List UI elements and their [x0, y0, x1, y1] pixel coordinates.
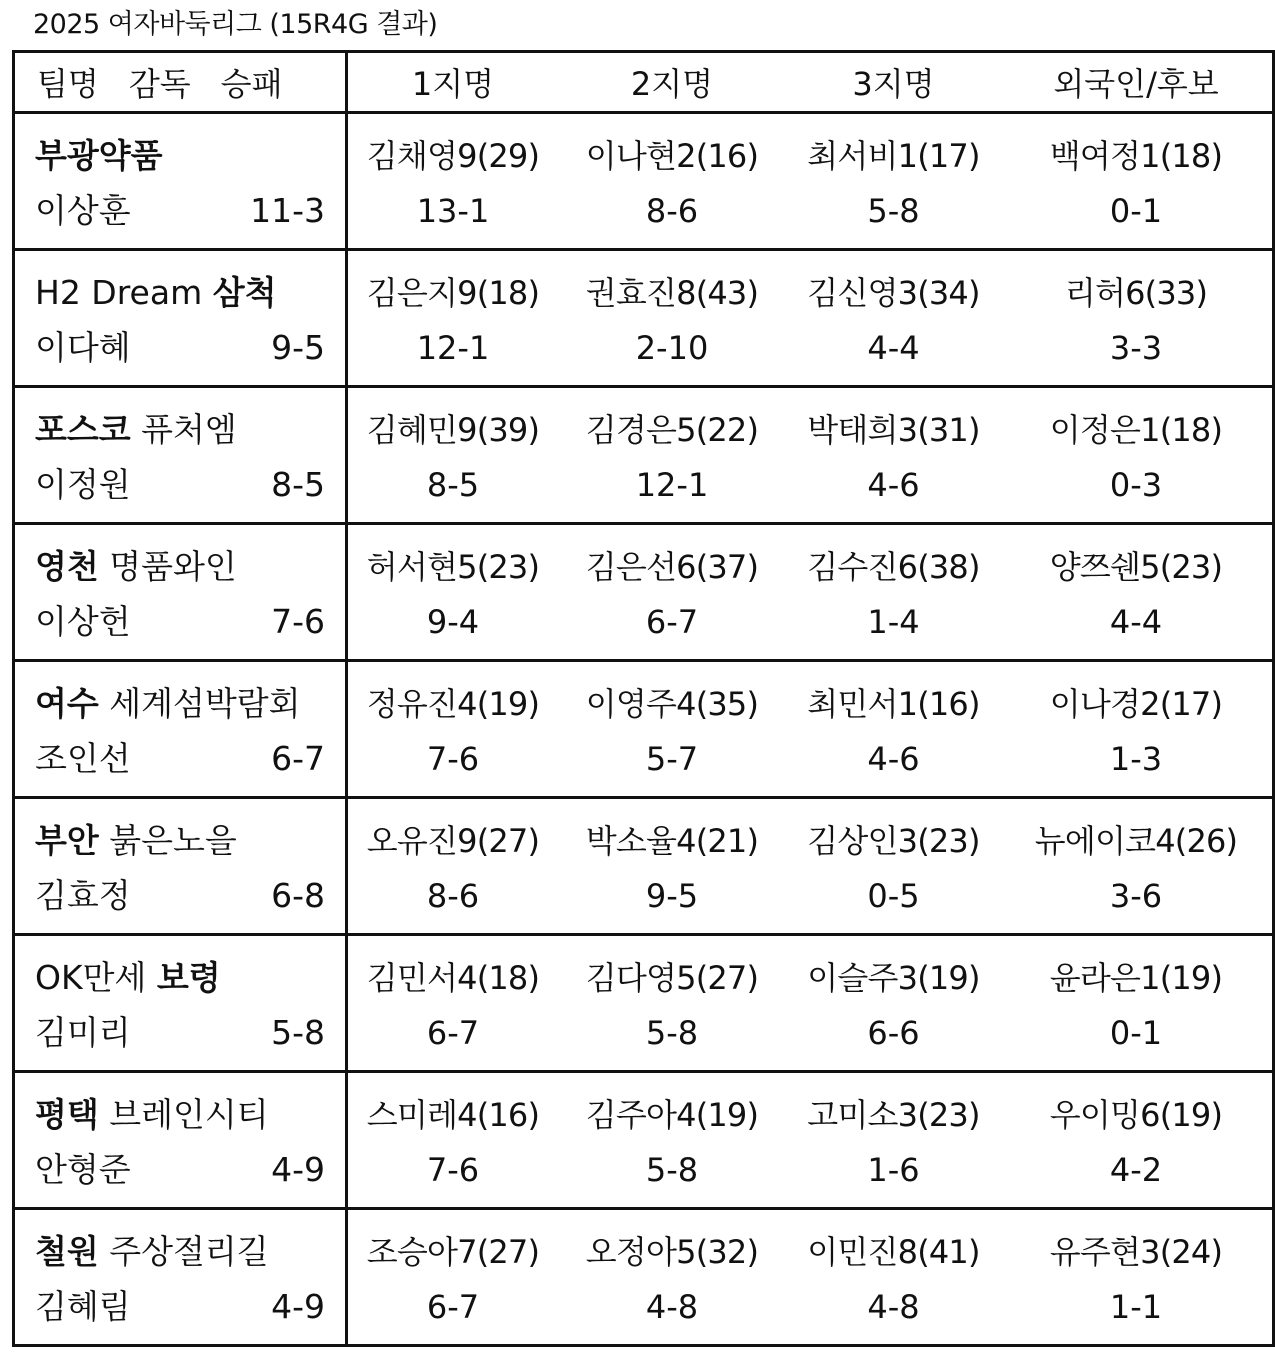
player-name: 이나경2(17): [1049, 685, 1223, 723]
player-name: 김채영9(29): [366, 137, 540, 175]
player-name: 최서비1(17): [807, 137, 980, 175]
team-record: 6-7: [271, 739, 325, 778]
team-rows: [14, 113, 1274, 1346]
players-cell: [347, 387, 1274, 524]
player-slot: [786, 388, 1001, 518]
player-name: 김경은5(22): [585, 411, 759, 449]
player-slot: [786, 1210, 1001, 1340]
team-name: [35, 388, 325, 458]
player-record: 13-1: [416, 192, 490, 230]
team-record: 7-6: [271, 602, 325, 641]
player-name: 김다영5(27): [585, 959, 759, 997]
player-record: 3-6: [1109, 877, 1163, 915]
player-record: 12-1: [416, 329, 490, 367]
player-name: 이정은1(18): [1049, 411, 1223, 449]
player-record: 2-10: [635, 329, 709, 367]
page-title: 2025 여자바둑리그 (15R4G 결과): [33, 9, 438, 40]
player-name: 스미레4(16): [366, 1096, 540, 1134]
player-name: 윤라은1(19): [1049, 959, 1223, 997]
team-record: 4-9: [271, 1287, 325, 1326]
team-record: 5-8: [271, 1013, 325, 1052]
player-slot: [1001, 251, 1271, 381]
team-name: [35, 114, 325, 184]
player-slot: [786, 525, 1001, 655]
player-slot: [786, 114, 1001, 244]
player-name: 정유진4(19): [366, 685, 540, 723]
player-name: 김신영3(34): [807, 274, 980, 312]
player-slot: [1001, 388, 1271, 518]
player-slot: [1001, 525, 1271, 655]
team-name: [35, 251, 325, 321]
player-record: 0-5: [867, 877, 920, 915]
team-name-bold: 부안: [35, 821, 99, 860]
player-slot: [348, 1210, 558, 1340]
player-name: 조승아7(27): [366, 1233, 540, 1271]
table-row: [14, 661, 1274, 798]
coach-name: 이상헌: [35, 602, 131, 641]
player-slot: [558, 799, 786, 929]
team-name-bold: 포스코: [35, 410, 131, 449]
players-cell: [347, 1072, 1274, 1209]
player-name: 김상인3(23): [807, 822, 980, 860]
player-name: 박태희3(31): [807, 411, 980, 449]
player-record: 7-6: [426, 1151, 480, 1189]
team-name-rest: 주상절리길: [98, 1232, 269, 1271]
team-cell: [14, 387, 347, 524]
player-name: 김은지9(18): [366, 274, 540, 312]
player-record: 9-4: [426, 603, 480, 641]
player-name: 유주현3(24): [1049, 1233, 1223, 1271]
player-record: 6-7: [426, 1288, 480, 1326]
header-foreign-reserve: 외국인/후보: [1053, 65, 1219, 103]
team-cell: [14, 524, 347, 661]
player-record: 4-8: [645, 1288, 699, 1326]
player-name: 오유진9(27): [366, 822, 540, 860]
header-team-coach-record: [14, 52, 347, 113]
table-row: [14, 798, 1274, 935]
player-slot: [786, 799, 1001, 929]
player-slot: [348, 114, 558, 244]
player-slot: [348, 525, 558, 655]
team-name: [35, 1073, 325, 1143]
player-record: 9-5: [645, 877, 699, 915]
coach-name: 안형준: [35, 1150, 131, 1189]
player-name: 이민진8(41): [807, 1233, 980, 1271]
player-record: 6-7: [645, 603, 699, 641]
coach-name: 이상훈: [35, 191, 131, 230]
team-record: 6-8: [271, 876, 325, 915]
player-record: 8-6: [426, 877, 480, 915]
player-name: 고미소3(23): [807, 1096, 980, 1134]
header-team: 팀명: [37, 65, 99, 103]
player-slot: [348, 936, 558, 1066]
player-slot: [786, 936, 1001, 1066]
team-record: 4-9: [271, 1150, 325, 1189]
player-name: 김은선6(37): [585, 548, 759, 586]
team-name: [35, 662, 325, 732]
team-name-bold: 평택: [35, 1095, 99, 1134]
player-name: 백여정1(18): [1049, 137, 1223, 175]
team-cell: [14, 1209, 347, 1346]
team-name: [35, 1210, 325, 1280]
team-name-rest: 브레인시티: [98, 1095, 269, 1134]
player-record: 4-4: [867, 329, 920, 367]
team-name-rest: 세계섬박람회: [98, 684, 301, 723]
table-row: [14, 524, 1274, 661]
players-cell: [347, 113, 1274, 250]
player-slot: [558, 1073, 786, 1203]
players-cell: [347, 661, 1274, 798]
coach-name: 김혜림: [35, 1287, 131, 1326]
team-cell: [14, 250, 347, 387]
player-record: 3-3: [1109, 329, 1163, 367]
player-record: 5-8: [867, 192, 920, 230]
team-record: 9-5: [271, 328, 325, 367]
team-name-rest: OK만세: [35, 958, 157, 997]
player-record: 4-6: [867, 466, 920, 504]
player-record: 1-6: [867, 1151, 920, 1189]
team-name-bold: 철원: [35, 1232, 99, 1271]
player-name: 권효진8(43): [585, 274, 759, 312]
coach-name: 이정원: [35, 465, 131, 504]
player-record: 0-3: [1109, 466, 1163, 504]
player-name: 오정아5(32): [585, 1233, 759, 1271]
player-slot: [348, 799, 558, 929]
player-slot: [1001, 799, 1271, 929]
players-cell: [347, 524, 1274, 661]
player-name: 김수진6(38): [807, 548, 980, 586]
team-name-rest: 명품와인: [98, 547, 237, 586]
team-name-bold: 삼척: [212, 273, 277, 312]
player-record: 4-2: [1109, 1151, 1163, 1189]
player-record: 8-5: [426, 466, 480, 504]
header-pick-3: 3지명: [852, 65, 935, 103]
player-name: 김민서4(18): [366, 959, 540, 997]
player-slot: [558, 662, 786, 792]
player-slot: [558, 251, 786, 381]
player-slot: [558, 388, 786, 518]
player-slot: [1001, 1210, 1271, 1340]
team-cell: [14, 798, 347, 935]
players-cell: [347, 250, 1274, 387]
player-record: 4-4: [1109, 603, 1163, 641]
player-slot: [348, 1073, 558, 1203]
team-name: [35, 525, 325, 595]
player-slot: [558, 114, 786, 244]
coach-name: 김효정: [35, 876, 131, 915]
team-name-rest: 붉은노을: [98, 821, 237, 860]
player-record: 1-3: [1109, 740, 1163, 778]
header-picks: [347, 52, 1274, 113]
player-name: 최민서1(16): [807, 685, 980, 723]
player-record: 4-8: [867, 1288, 920, 1326]
player-slot: [786, 251, 1001, 381]
player-name: 김주아4(19): [585, 1096, 759, 1134]
player-slot: [786, 1073, 1001, 1203]
player-name: 김혜민9(39): [366, 411, 540, 449]
player-record: 0-1: [1109, 192, 1163, 230]
player-record: 6-7: [426, 1014, 480, 1052]
team-cell: [14, 1072, 347, 1209]
team-name-bold: 부광약품: [35, 136, 163, 175]
table-row: [14, 1209, 1274, 1346]
player-slot: [348, 388, 558, 518]
team-name-bold: 보령: [156, 958, 221, 997]
player-record: 0-1: [1109, 1014, 1163, 1052]
header-pick-2: 2지명: [630, 65, 714, 103]
league-results-table: [12, 50, 1275, 1347]
player-name: 리허6(33): [1064, 274, 1208, 312]
player-slot: [558, 525, 786, 655]
player-slot: [348, 662, 558, 792]
player-record: 5-8: [645, 1151, 699, 1189]
header-record: 승패: [220, 65, 283, 103]
player-name: 이영주4(35): [585, 685, 759, 723]
player-record: 5-7: [645, 740, 699, 778]
player-record: 8-6: [645, 192, 699, 230]
player-record: 1-1: [1109, 1288, 1163, 1326]
player-record: 12-1: [635, 466, 709, 504]
team-name-rest: 퓨처엠: [130, 410, 237, 449]
coach-name: 이다혜: [35, 328, 131, 367]
player-name: 허서현5(23): [366, 548, 540, 586]
header-pick-1: 1지명: [411, 65, 495, 103]
player-record: 1-4: [867, 603, 920, 641]
players-cell: [347, 798, 1274, 935]
team-cell: [14, 661, 347, 798]
player-record: 7-6: [426, 740, 480, 778]
team-name: [35, 799, 325, 869]
coach-name: 조인선: [35, 739, 131, 778]
team-name-bold: 영천: [35, 547, 99, 586]
header-coach: 감독: [128, 65, 191, 103]
team-record: 11-3: [250, 191, 325, 230]
players-cell: [347, 935, 1274, 1072]
player-slot: [1001, 1073, 1271, 1203]
player-name: 이나현2(16): [585, 137, 759, 175]
player-slot: [348, 251, 558, 381]
coach-name: 김미리: [35, 1013, 131, 1052]
team-name: [35, 936, 325, 1006]
player-slot: [1001, 662, 1271, 792]
header-row: [14, 52, 1274, 113]
player-record: 5-8: [645, 1014, 699, 1052]
table-row: [14, 250, 1274, 387]
table-row: [14, 935, 1274, 1072]
player-name: 우이밍6(19): [1049, 1096, 1223, 1134]
table-row: [14, 387, 1274, 524]
team-cell: [14, 113, 347, 250]
team-name-rest: H2 Dream: [35, 273, 213, 312]
player-name: 뉴에이코4(26): [1034, 822, 1238, 860]
player-slot: [786, 662, 1001, 792]
table-row: [14, 113, 1274, 250]
player-name: 양쯔쉔5(23): [1049, 548, 1223, 586]
team-name-bold: 여수: [35, 684, 99, 723]
player-record: 4-6: [867, 740, 920, 778]
player-slot: [558, 936, 786, 1066]
team-record: 8-5: [271, 465, 325, 504]
players-cell: [347, 1209, 1274, 1346]
table-row: [14, 1072, 1274, 1209]
player-slot: [1001, 936, 1271, 1066]
player-record: 6-6: [867, 1014, 920, 1052]
player-name: 이슬주3(19): [807, 959, 980, 997]
player-slot: [1001, 114, 1271, 244]
player-slot: [558, 1210, 786, 1340]
player-name: 박소율4(21): [585, 822, 759, 860]
team-cell: [14, 935, 347, 1072]
